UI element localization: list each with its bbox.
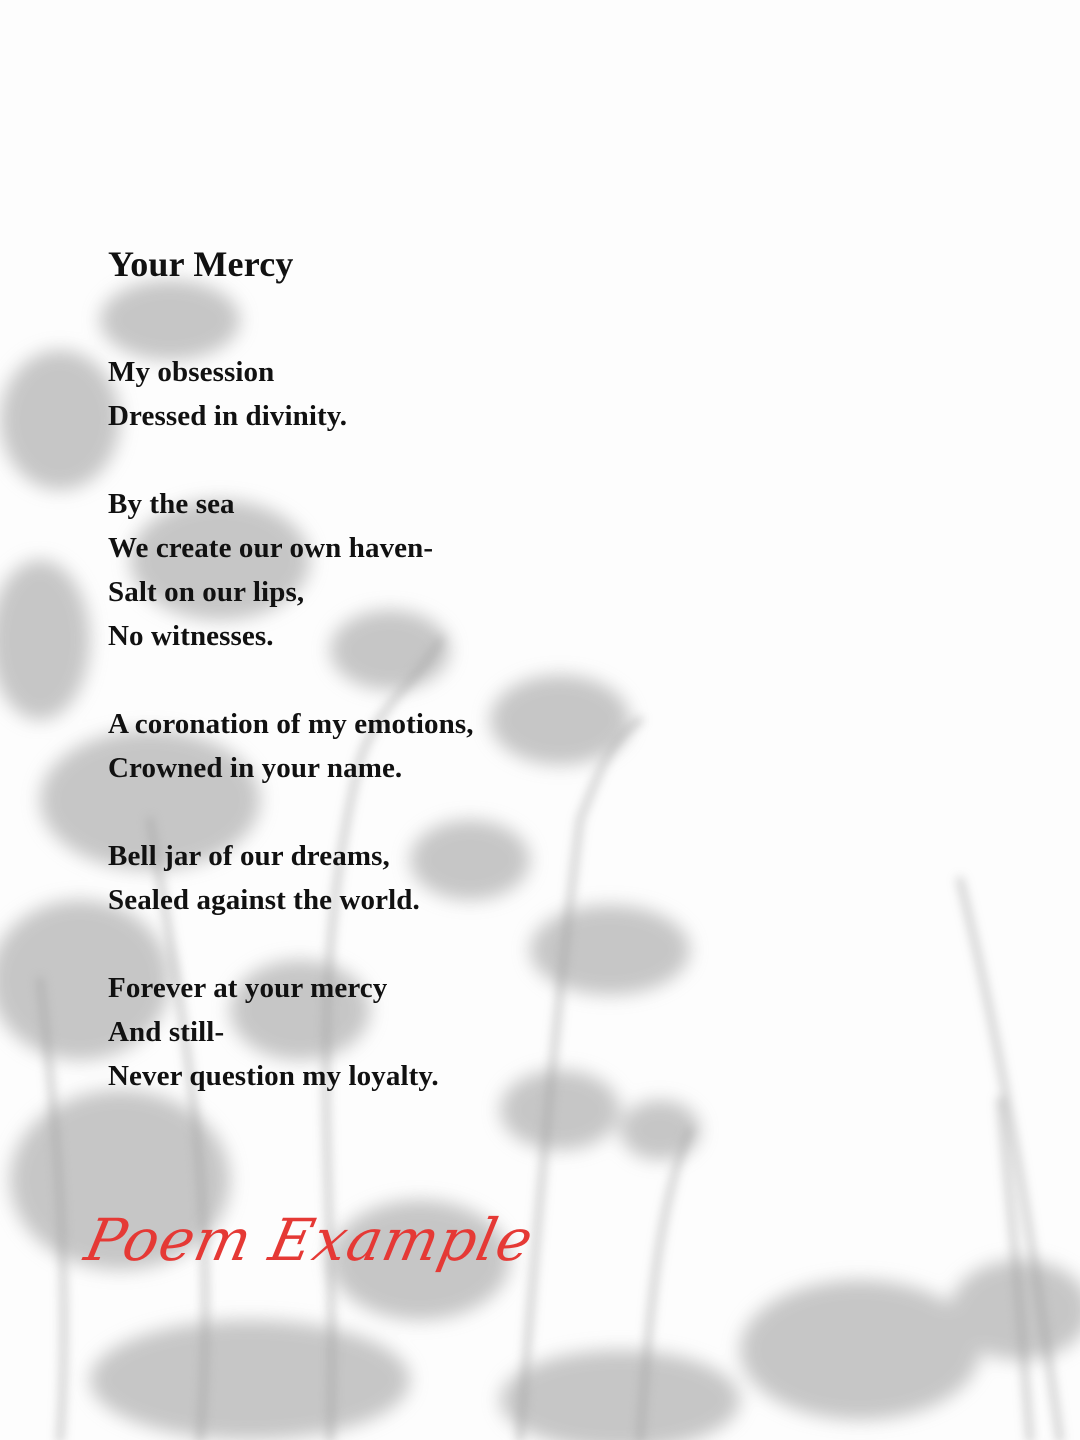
poem-line: Crowned in your name. bbox=[108, 752, 403, 784]
poem-line: A coronation of my emotions, bbox=[108, 708, 474, 740]
poem-line: Sealed against the world. bbox=[108, 884, 420, 916]
poem-line: Forever at your mercy bbox=[108, 972, 388, 1004]
poem bbox=[108, 238, 808, 1142]
poem-line: Never question my loyalty. bbox=[108, 1060, 439, 1092]
poem-line: We create our own haven- bbox=[108, 532, 434, 564]
signature-text: Poem Example bbox=[79, 1206, 540, 1274]
poem-title: Your Mercy bbox=[108, 244, 294, 284]
stanza-5 bbox=[108, 966, 808, 1098]
poem-line: Dressed in divinity. bbox=[108, 400, 348, 432]
poem-line: And still- bbox=[108, 1016, 225, 1048]
poem-line: My obsession bbox=[108, 356, 275, 388]
poem-line: Bell jar of our dreams, bbox=[108, 840, 390, 872]
stanza-3 bbox=[108, 702, 808, 790]
poem-line: No witnesses. bbox=[108, 620, 274, 652]
stanza-2 bbox=[108, 482, 808, 658]
stanza-1 bbox=[108, 350, 808, 438]
poem-line: Salt on our lips, bbox=[108, 576, 305, 608]
stanza-4 bbox=[108, 834, 808, 922]
poem-line: By the sea bbox=[108, 488, 235, 520]
